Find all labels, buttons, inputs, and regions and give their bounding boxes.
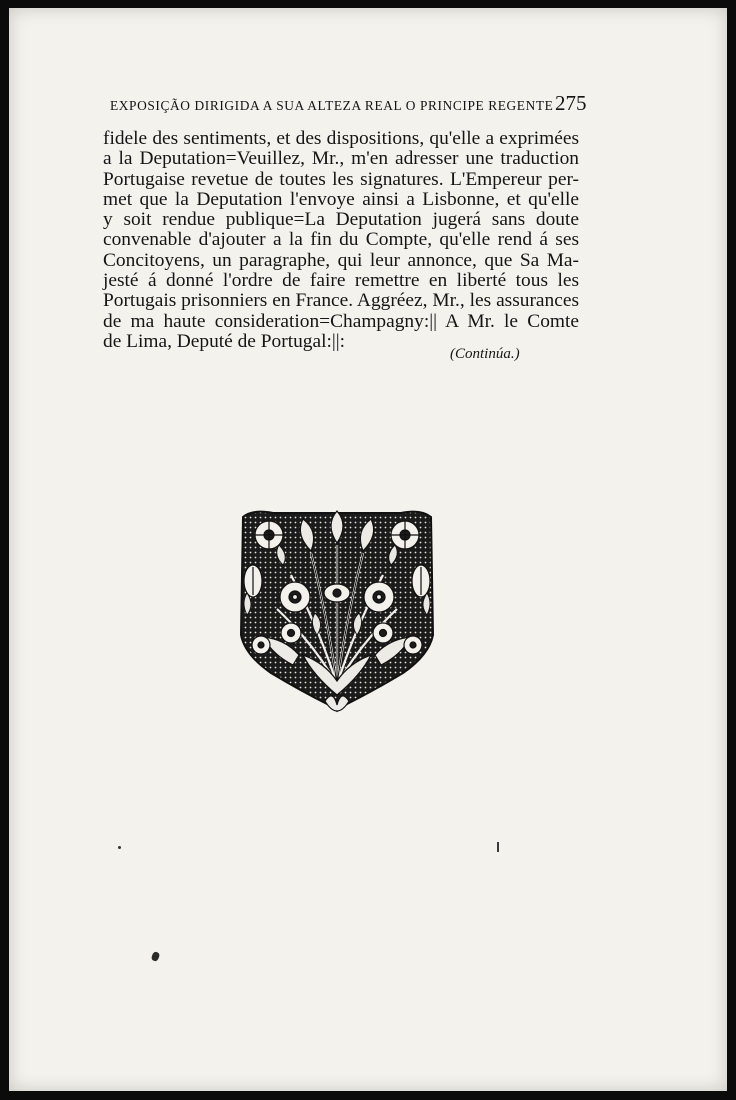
text-line: de Lima, Deputé de Portugal:||: (103, 330, 346, 352)
page-number: 275 (555, 91, 587, 115)
text-line: jesté á donné l'ordre de faire remettre en liberté tous les (103, 270, 579, 292)
text-line: de ma haute consideration=Champagny:|| A Mr. le Comte (103, 310, 579, 332)
text-line: met que la Deputation l'envoye ainsi a Lisbonne, et qu'elle (103, 188, 579, 210)
text-line: Concitoyens, un paragraphe, qui leur annonce, que Sa Ma- (103, 249, 579, 271)
body-text (103, 129, 579, 352)
running-header (100, 91, 587, 120)
running-title: EXPOSIÇÃO DIRIGIDA A SUA ALTEZA REAL O PRINCIPE REGENTE (110, 98, 554, 113)
text-line: Portugais prisonniers en France. Aggréez, Mr., les assurances (103, 290, 579, 312)
text-line: Portugaise revetue de toutes les signatures. L'Empereur per- (103, 168, 579, 190)
ink-speck (497, 842, 499, 852)
floral-tailpiece-icon (233, 505, 441, 715)
ink-speck (118, 846, 121, 849)
text-line: convenable d'ajouter a la fin du Compte, qu'elle rend á ses (103, 229, 579, 251)
continuation-note: (Continúa.) (450, 346, 520, 362)
text-line: a la Deputation=Veuillez, Mr., m'en adresser une traduction (103, 148, 579, 170)
text-line: y soit rendue publique=La Deputation jugerá sans doute (103, 209, 579, 231)
text-line: fidele des sentiments, et des dispositions, qu'elle a exprimées (103, 128, 579, 149)
